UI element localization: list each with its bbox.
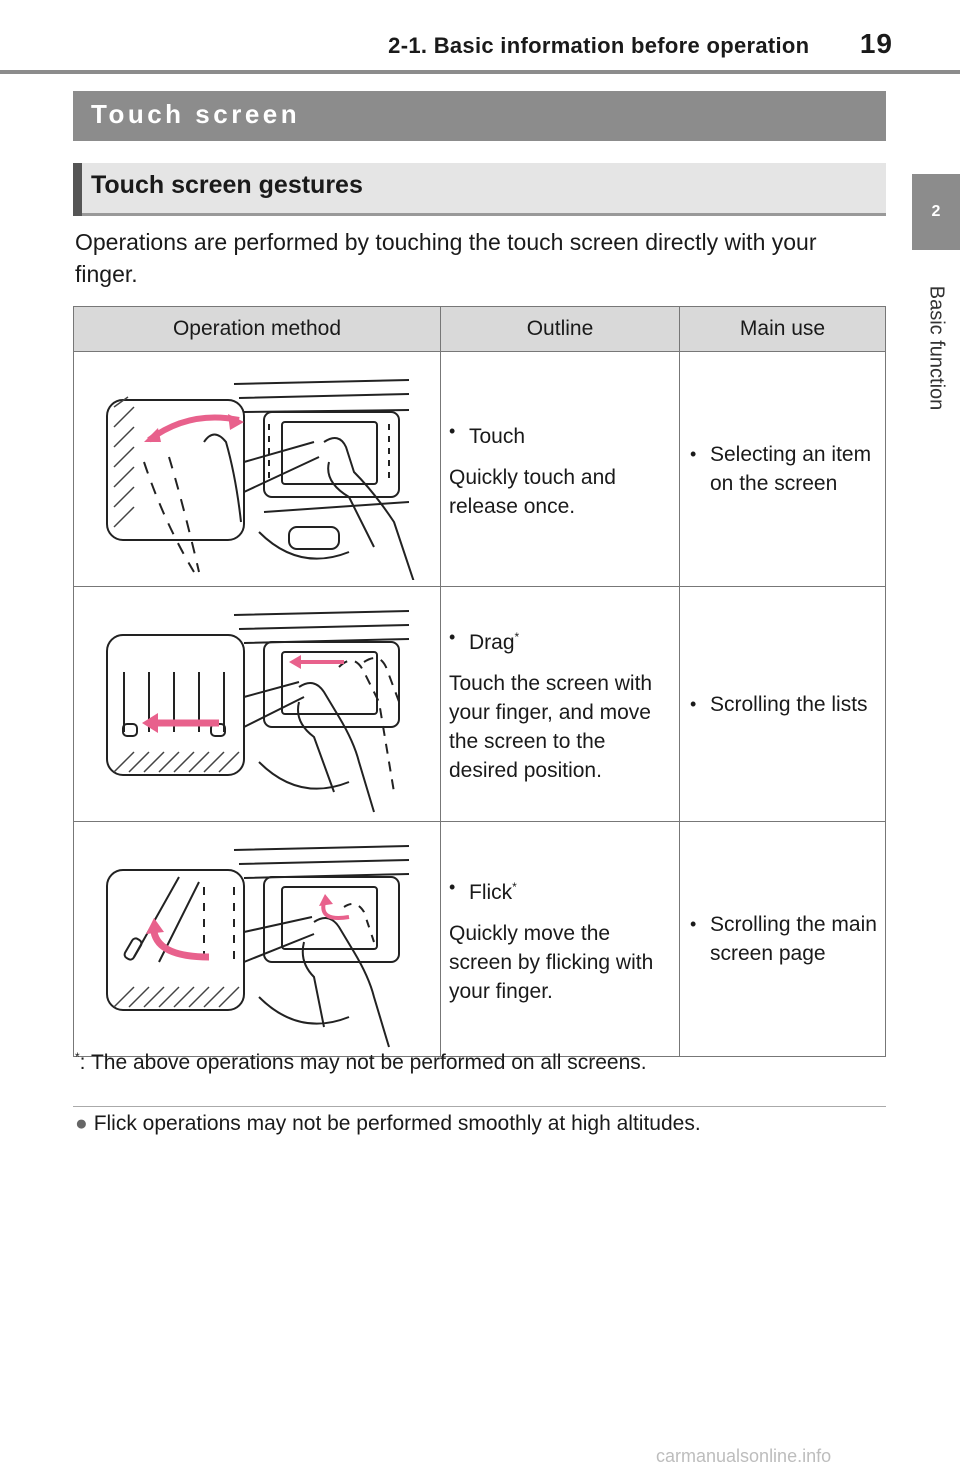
subsection-accent-bar — [73, 163, 82, 216]
table-header-row — [74, 307, 886, 352]
footnote-mark: * — [75, 1050, 80, 1064]
table-row — [74, 352, 886, 587]
footnote-mark: * — [514, 630, 520, 644]
subsection-heading-band — [73, 163, 886, 216]
main-use-text: Selecting an item on the screen — [710, 443, 872, 495]
intro-paragraph: Operations are performed by touching the touch screen directly with your finger. — [75, 229, 817, 287]
section-heading-band — [73, 91, 886, 141]
bullet-icon: • — [449, 876, 456, 897]
gesture-description: Touch the screen with your finger, and move the screen to the desired position. — [449, 672, 653, 782]
footnote-mark: * — [512, 879, 517, 894]
main-use-cell — [680, 587, 886, 822]
section-title: 2-1. Basic information before operation — [388, 33, 810, 58]
bullet-icon: • — [690, 693, 697, 714]
outline-cell — [441, 587, 680, 822]
gesture-name: Flick — [469, 880, 513, 904]
watermark: carmanualsonline.info — [656, 1446, 832, 1466]
operation-illustration-cell — [74, 352, 441, 587]
table-footnote — [75, 1050, 647, 1075]
bullet-icon: • — [690, 914, 697, 934]
chapter-tab — [912, 174, 960, 250]
table-row — [74, 822, 886, 1057]
column-header: Operation method — [74, 307, 441, 352]
operation-illustration-cell — [74, 822, 441, 1057]
bullet-icon: • — [690, 444, 697, 464]
note — [75, 1112, 701, 1136]
note-text: Flick operations may not be performed smoothly at high altitudes. — [93, 1112, 701, 1135]
gesture-description: Quickly move the screen by flicking with your finger. — [449, 921, 654, 1003]
gesture-name: Touch — [469, 425, 526, 448]
chapter-number: 2 — [931, 203, 941, 220]
outline-cell — [441, 822, 680, 1057]
outline-cell — [441, 352, 680, 587]
operation-illustration-cell — [74, 587, 441, 822]
main-use-cell — [680, 822, 886, 1057]
chapter-title: Basic function — [925, 285, 948, 411]
main-use-cell — [680, 352, 886, 587]
running-header — [0, 28, 893, 68]
column-header: Main use — [680, 307, 886, 352]
subsection-heading: Touch screen gestures — [91, 171, 363, 199]
gesture-description: Quickly touch and release once. — [449, 466, 616, 518]
drag-illustration — [74, 587, 440, 815]
main-use-text: Scrolling the lists — [710, 692, 868, 716]
touch-illustration — [74, 352, 440, 580]
bullet-icon: • — [449, 627, 456, 647]
table-row — [74, 587, 886, 822]
bullet-icon: • — [449, 421, 456, 441]
header-rule — [0, 70, 960, 74]
gesture-table — [73, 306, 886, 1057]
gesture-name: Drag — [469, 631, 515, 654]
section-heading: Touch screen — [91, 99, 301, 129]
footnote-text: : The above operations may not be performed on all screens. — [79, 1051, 647, 1074]
note-divider — [73, 1106, 886, 1107]
column-header: Outline — [441, 307, 680, 352]
page-number: 19 — [859, 28, 893, 59]
bullet-circle-icon: ● — [75, 1112, 88, 1135]
flick-illustration — [74, 822, 440, 1050]
main-use-text: Scrolling the main screen page — [710, 913, 877, 965]
